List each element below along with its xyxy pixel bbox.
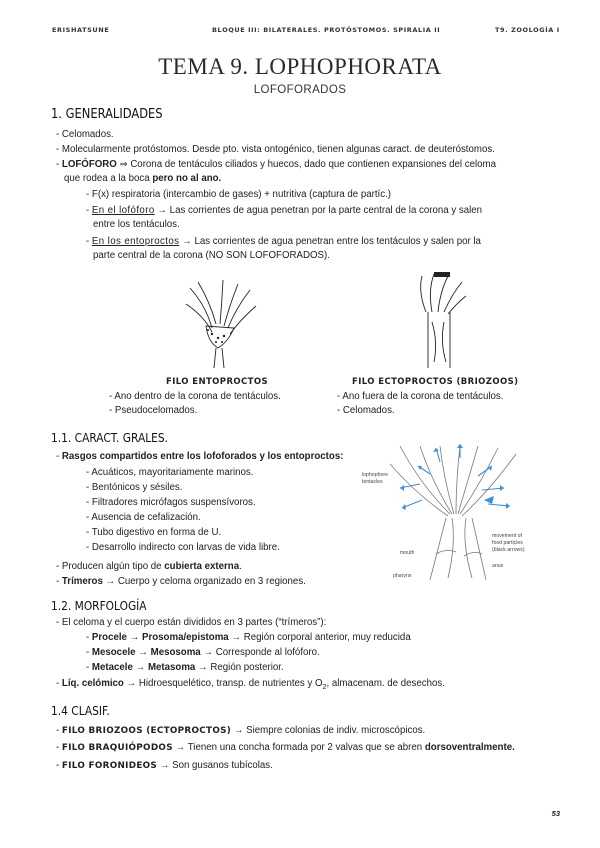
figure-note: - Ano dentro de la corona de tentáculos.	[109, 391, 281, 402]
sub-item-cont: entre los tentáculos.	[93, 219, 180, 230]
section-heading-morfologia: 1.2. MORFOLOGÍA	[51, 598, 147, 613]
page-number: 53	[551, 809, 560, 818]
sub-item: - Bentónicos y sésiles.	[86, 482, 183, 493]
entoproct-illustration	[178, 276, 268, 371]
sub-item: - Filtradores micrófagos suspensívoros.	[86, 497, 256, 508]
sub-item-cont: parte central de la corona (NO SON LOFOFORADOS).	[93, 250, 330, 261]
diagram-label: movement of	[492, 533, 522, 539]
diagram-label: tentacles	[362, 479, 383, 485]
list-item: - Molecularmente protóstomos. Desde pto. vista ontogénico, tienen algunas caract. de deuteróstomos.	[56, 144, 495, 155]
section-heading-clasif: 1.4 CLASIF.	[51, 703, 110, 718]
list-item-cont: que rodea a la boca pero no al ano.	[64, 173, 222, 184]
sub-item: - Acuáticos, mayoritariamente marinos.	[86, 467, 254, 478]
sub-item: - Metacele → Metasoma → Región posterior.	[86, 662, 284, 673]
ectoproct-illustration	[408, 272, 472, 372]
sub-item: - Mesocele → Mesosoma → Corresponde al lofóforo.	[86, 647, 320, 658]
list-item: - Líq. celómico → Hidroesquelético, transp. de nutrientes y $O_2$, almacenam. de desechos.	[56, 678, 445, 691]
sub-item: - En los entoproctos → Las corrientes de agua penetran entre los tentáculos y salen por la	[86, 236, 481, 247]
water-current-arrows	[400, 444, 510, 508]
lophophore-diagram	[360, 444, 560, 584]
list-item: - Rasgos compartidos entre los lofoforados y los entoproctos:	[56, 451, 344, 462]
figure-caption-entoproctos: FILO ENTOPROCTOS	[166, 377, 268, 387]
list-item: - FILO BRIOZOOS (ECTOPROCTOS) → Siempre colonias de indiv. microscópicos.	[56, 725, 426, 736]
diagram-label: food particles	[492, 540, 523, 546]
sub-item: - Ausencia de cefalización.	[86, 512, 201, 523]
sub-item: - En el lofóforo → Las corrientes de agua penetran por la parte central de la corona y salen	[86, 205, 483, 216]
sub-item: - Tubo digestivo en forma de U.	[86, 527, 222, 538]
diagram-label: (black arrows)	[492, 547, 525, 553]
figure-note: - Pseudocelomados.	[109, 405, 198, 416]
diagram-label: pharynx	[393, 573, 412, 579]
header-author: ERISHATSUNE	[52, 26, 110, 34]
header-block: BLOQUE III: BILATERALES. PROTÓSTOMOS. SPIRALIA II	[212, 26, 441, 34]
sub-item: - Desarrollo indirecto con larvas de vida libre.	[86, 542, 280, 553]
list-item: - LOFÓFORO ⇒ Corona de tentáculos ciliados y huecos, dado que contienen expansiones del celoma	[56, 159, 496, 170]
list-item: - El celoma y el cuerpo están divididos en 3 partes (“trímeros”):	[56, 617, 327, 628]
list-item: - Celomados.	[56, 129, 114, 140]
diagram-label: mouth	[400, 550, 415, 556]
list-item: - FILO BRAQUIÓPODOS → Tienen una concha formada por 2 valvas que se abren dorsoventralmente.	[56, 742, 515, 753]
sub-item: - Procele → Prosoma/epistoma → Región corporal anterior, muy reducida	[86, 632, 411, 643]
section-heading-caract-grales: 1.1. CARACT. GRALES.	[51, 430, 168, 445]
list-item: - Trímeros → Cuerpo y celoma organizado en 3 regiones.	[56, 576, 306, 587]
sub-item: - F(x) respiratoria (intercambio de gases) + nutritiva (captura de partíc.)	[86, 189, 392, 200]
page-subtitle: LOFOFORADOS	[253, 84, 347, 96]
header-topic: T9. ZOOLOGÍA I	[495, 26, 560, 34]
page-title: TEMA 9. LOPHOPHORATA	[158, 54, 442, 79]
diagram-label: anus	[492, 563, 504, 569]
figure-caption-ectoproctos: FILO ECTOPROCTOS (BRIOZOOS)	[352, 377, 519, 387]
figure-note: - Ano fuera de la corona de tentáculos.	[337, 391, 504, 402]
diagram-label: lophophore	[362, 472, 388, 478]
section-heading-generalidades: 1. GENERALIDADES	[51, 106, 163, 122]
figure-note: - Celomados.	[337, 405, 395, 416]
list-item: - Producen algún tipo de cubierta externa.	[56, 561, 242, 572]
list-item: - FILO FORONIDEOS → Son gusanos tubícolas.	[56, 760, 273, 771]
